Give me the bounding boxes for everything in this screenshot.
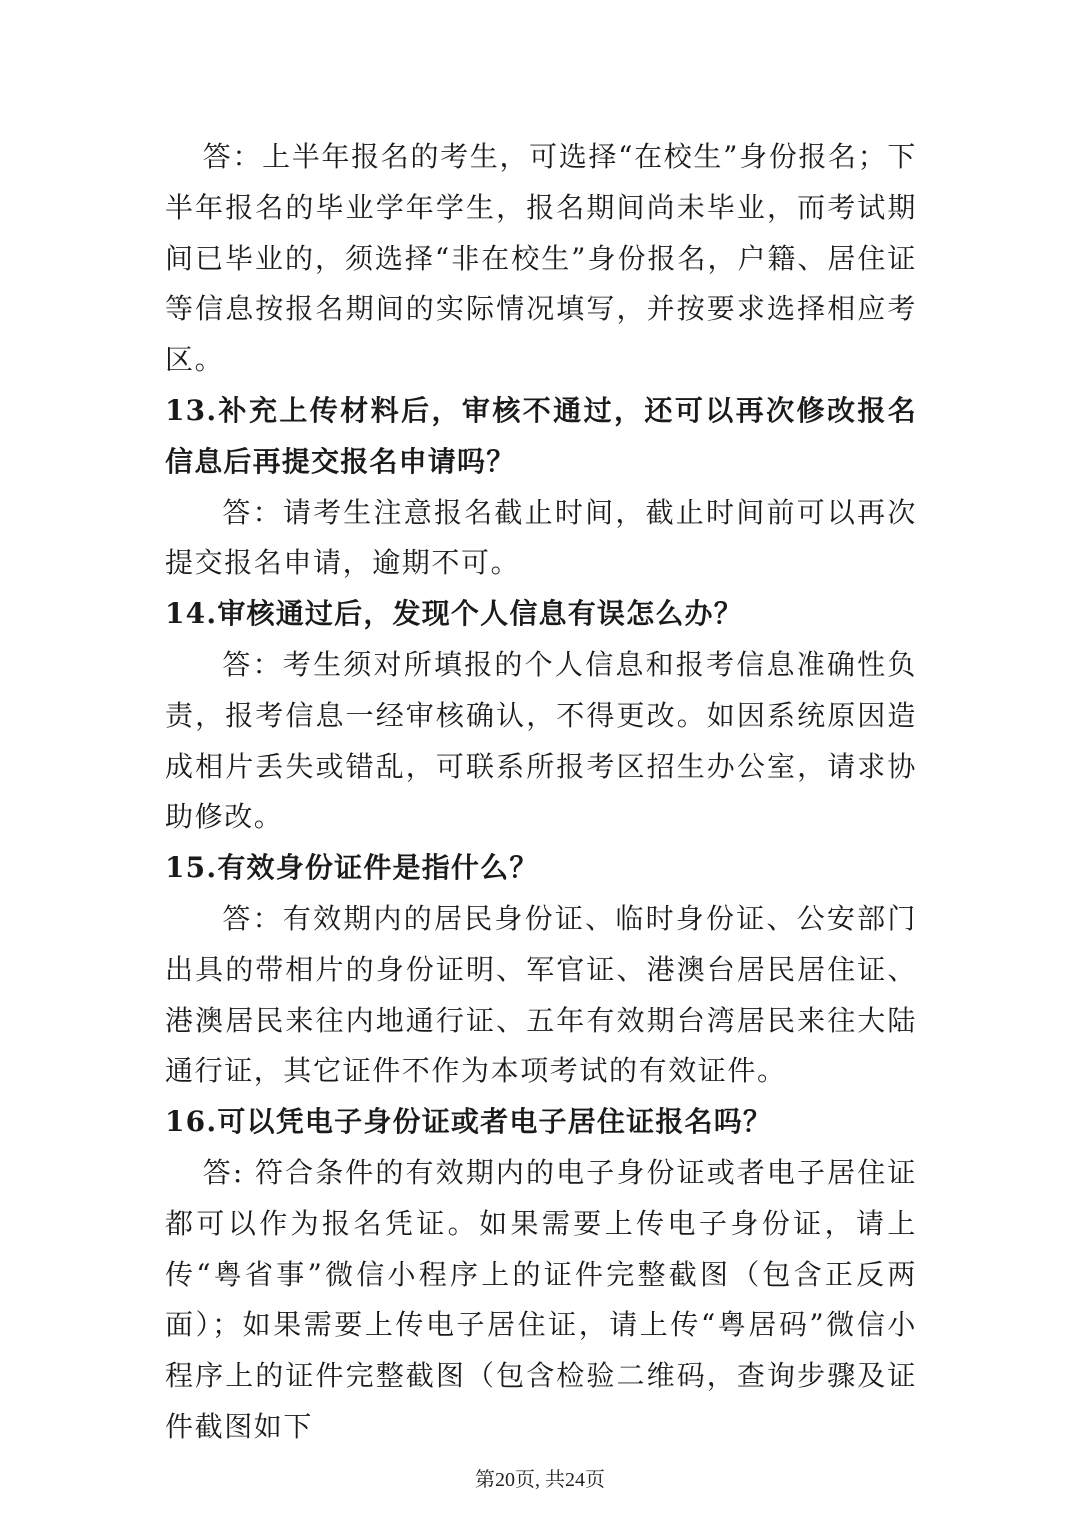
answer-15-paragraph: 答：有效期内的居民身份证、临时身份证、公安部门出具的带相片的身份证明、军官证、港澳台居民居住证、港澳居民来往内地通行证、五年有效期台湾居民来往大陆通行证，其它证件不作为本项考试的有效证件。 [165, 901, 917, 1088]
question-14-heading: 14.审核通过后，发现个人信息有误怎么办？ [165, 597, 743, 631]
answer-14-paragraph: 答：考生须对所填报的个人信息和报考信息准确性负责，报考信息一经审核确认，不得更改。如因系统原因造成相片丢失或错乱，可联系所报考区招生办公室，请求协助修改。 [165, 647, 917, 834]
answer-16-paragraph: 答: 符合条件的有效期内的电子身份证或者电子居住证都可以作为报名凭证。如果需要上传电子身份证，请上传“粤省事”微信小程序上的证件完整截图（包含正反两面）；如果需要上传电子居住证，请上传“粤居码”微信小程序上的证件完整截图（包含检验二维码，查询步骤及证件截图如下 [165, 1155, 917, 1443]
question-15-heading: 15.有效身份证件是指什么？ [165, 851, 539, 885]
answer-12-paragraph: 答：上半年报名的考生，可选择“在校生”身份报名；下半年报名的毕业学年学生，报名期间尚未毕业，而考试期间已毕业的，须选择“非在校生”身份报名，户籍、居住证等信息按报名期间的实际情况填写，并按要求选择相应考区。 [165, 140, 917, 377]
answer-13-paragraph: 答：请考生注意报名截止时间，截止时间前可以再次提交报名申请，逾期不可。 [165, 495, 917, 580]
question-13-heading: 13.补充上传材料后，审核不通过，还可以再次修改报名信息后再提交报名申请吗？ [165, 393, 917, 478]
document-page [165, 132, 917, 1453]
page-number-footer: 第20页, 共24页 [475, 1469, 605, 1491]
question-16-heading: 16.可以凭电子身份证或者电子居住证报名吗？ [165, 1105, 773, 1139]
